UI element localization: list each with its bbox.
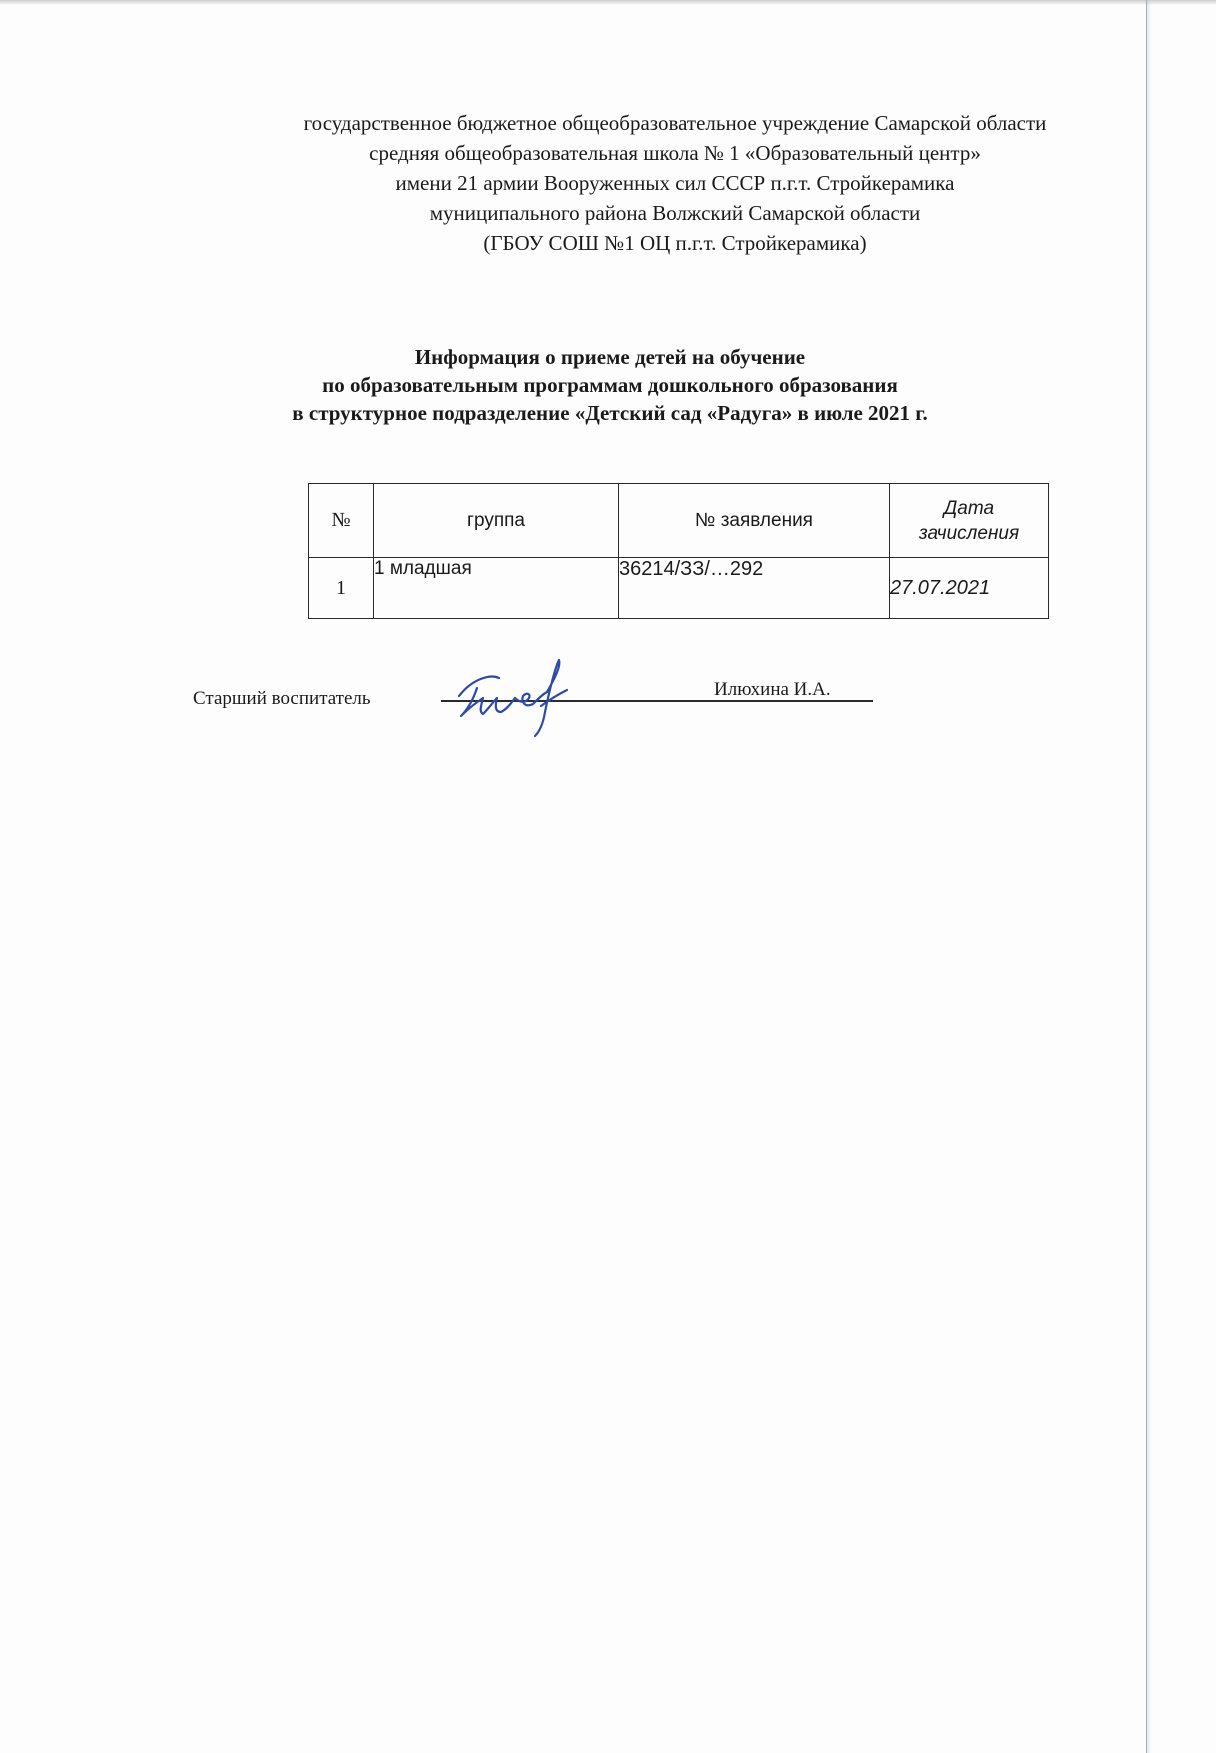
header-line: государственное бюджетное общеобразовательное учреждение Самарской области [303,111,1047,135]
organization-header [180,108,1170,258]
title-line: в структурное подразделение «Детский сад «Радуга» в июле 2021 г. [292,401,928,425]
header-line: имени 21 армии Вооруженных сил СССР п.г.т. Стройкерамика [395,171,955,195]
handwritten-signature [443,648,583,738]
cell-date: 27.07.2021 [890,558,1049,619]
date-header-line1: Дата [943,497,995,519]
column-header-date [890,484,1049,558]
table-header-row [309,484,1049,558]
admission-table [308,483,1049,619]
signature-block [193,678,1093,718]
header-line: (ГБОУ СОШ №1 ОЦ п.г.т. Стройкерамика) [483,231,867,255]
column-header-application: № заявления [619,484,890,558]
header-line: средняя общеобразовательная школа № 1 «Образовательный центр» [369,141,981,165]
cell-application: 36214/ЗЗ/…292 [619,558,890,619]
signatory-role: Старший воспитатель [193,688,371,709]
column-header-group: группа [374,484,619,558]
cell-number: 1 [309,558,374,619]
title-line: по образовательным программам дошкольного образования [322,373,898,397]
title-line: Информация о приеме детей на обучение [414,345,806,369]
header-line: муниципального района Волжский Самарской области [429,201,921,225]
document-title [200,343,1020,427]
scan-edge-shadow [0,0,1216,5]
signatory-name: Илюхина И.А. [714,679,831,700]
date-header-line2: зачисления [918,522,1020,544]
column-header-number: № [309,484,374,558]
cell-group: 1 младшая [374,558,619,619]
table-row [309,558,1049,619]
scan-fold-shade [1147,0,1151,1753]
